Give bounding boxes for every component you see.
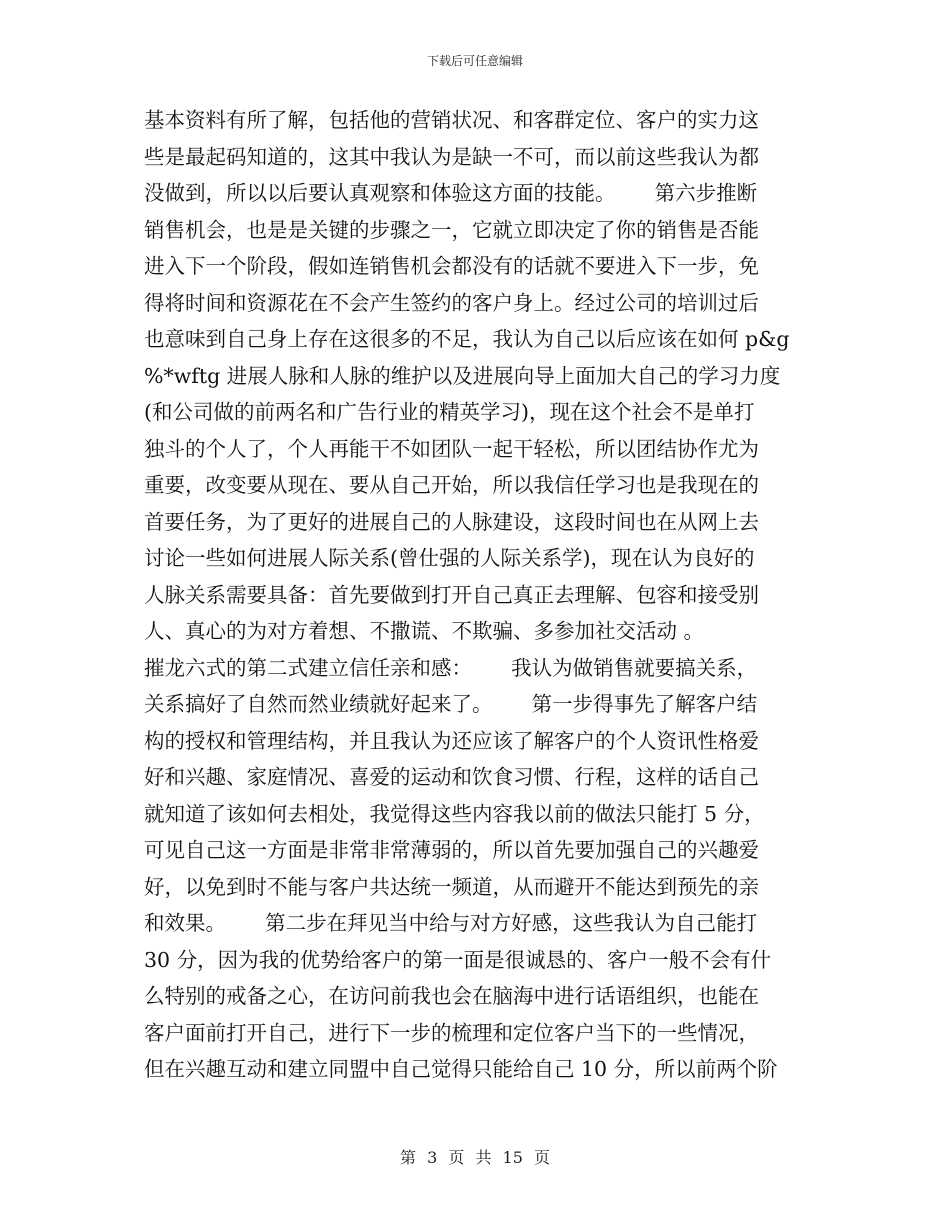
text-line: 好和兴趣、家庭情况、喜爱的运动和饮食习惯、行程，这样的话自己 bbox=[144, 765, 759, 789]
text-line: 首要任务，为了更好的进展自己的人脉建设，这段时间也在从网上去 bbox=[144, 509, 759, 534]
text-line: 就知道了该如何去相处，我觉得这些内容我以前的做法只能打 5 分， bbox=[144, 801, 765, 826]
text-line: 销售机会，也是是关键的步骤之一，它就立即决定了你的销售是否能 bbox=[144, 217, 759, 242]
page-number: 第 3 页 共 15 页 bbox=[400, 1148, 550, 1167]
text-line: %*wftg 进展人脉和人脉的维护以及进展向导上面加大自己的学习力度 bbox=[144, 363, 781, 388]
text-line: 关系搞好了自然而然业绩就好起来了。 第一步得事先了解客户结 bbox=[144, 692, 758, 716]
text-line: 独斗的个人了，个人再能干不如团队一起干轻松，所以团结协作尤为 bbox=[144, 436, 759, 461]
text-line: (和公司做的前两名和广告行业的精英学习)，现在这个社会不是单打 bbox=[144, 400, 755, 424]
text-line: 得将时间和资源花在不会产生签约的客户身上。经过公司的培训过后 bbox=[144, 290, 759, 315]
text-line: 构的授权和管理结构，并且我认为还应该了解客户的个人资讯性格爱 bbox=[144, 728, 759, 753]
text-line: 也意味到自己身上存在这很多的不足，我认为自己以后应该在如何 p&g bbox=[144, 327, 790, 351]
text-line: 摧龙六式的第二式建立信任亲和感： 我认为做销售就要搞关系， bbox=[144, 655, 758, 680]
text-line: 重要，改变要从现在、要从自己开始，所以我信任学习也是我现在的 bbox=[144, 473, 759, 497]
document-body bbox=[144, 102, 814, 1088]
text-line: 和效果。 第二步在拜见当中给与对方好感，这些我认为自己能打 bbox=[144, 911, 758, 935]
text-line: 没做到，所以以后要认真观察和体验这方面的技能。 第六步推断 bbox=[144, 181, 758, 205]
text-line: 可见自己这一方面是非常非常薄弱的，所以首先要加强自己的兴趣爱 bbox=[144, 838, 759, 862]
text-line: 30 分，因为我的优势给客户的第一面是很诚恳的、客户一般不会有什 bbox=[144, 947, 772, 972]
text-line: 进入下一个阶段，假如连销售机会都没有的话就不要进入下一步，免 bbox=[144, 254, 759, 278]
text-line: 么特别的戒备之心，在访问前我也会在脑海中进行话语组织，也能在 bbox=[144, 984, 759, 1008]
text-line: 基本资料有所了解，包括他的营销状况、和客群定位、客户的实力这 bbox=[144, 108, 759, 132]
text-line: 人、真心的为对方着想、不撒谎、不欺骗、多参加社交活动 。 bbox=[144, 619, 705, 643]
page-header: 下载后可任意编辑 bbox=[426, 54, 523, 68]
text-line: 但在兴趣互动和建立同盟中自己觉得只能给自己 10 分，所以前两个阶 bbox=[144, 1057, 778, 1081]
text-line: 客户面前打开自己，进行下一步的梳理和定位客户当下的一些情况， bbox=[144, 1020, 759, 1045]
text-line: 些是最起码知道的，这其中我认为是缺一不可，而以前这些我认为都 bbox=[144, 144, 759, 169]
text-line: 讨论一些如何进展人际关系(曾仕强的人际关系学)，现在认为良好的 bbox=[144, 546, 755, 570]
text-line: 人脉关系需要具备：首先要做到打开自己真正去理解、包容和接受别 bbox=[144, 582, 759, 607]
text-line: 好，以免到时不能与客户共达统一频道，从而避开不能达到预先的亲 bbox=[144, 874, 759, 899]
